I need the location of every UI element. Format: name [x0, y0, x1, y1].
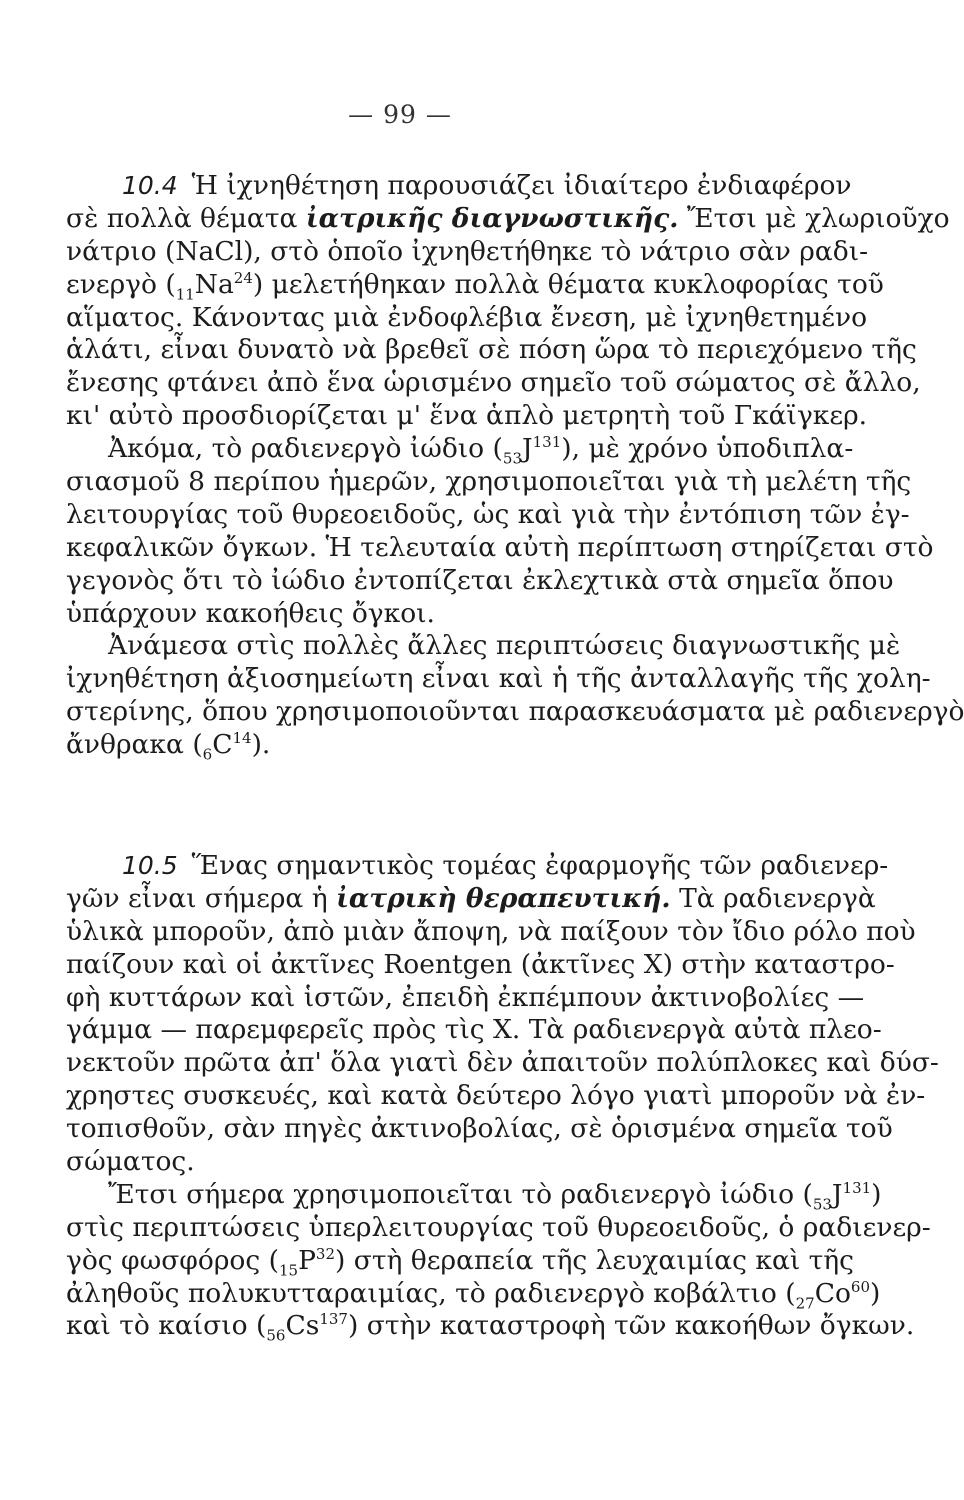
text-line: νάτριο (NaCl), στὸ ὁποῖο ἰχνηθετήθηκε τὸ νάτριο σὰν ραδι- [66, 235, 869, 267]
text-line: ενεργὸ $(_{11}Na^{24})$ μελετήθηκαν πολλὰ θέματα κυκλοφορίας τοῦ [66, 268, 884, 303]
text-line: Ἀνάμεσα στὶς πολλὲς ἄλλες περιπτώσεις διαγνωστικῆς μὲ [108, 630, 901, 662]
text-line: 10.4 Ἡ ἰχνηθέτηση παρουσιάζει ἰδιαίτερο ἐνδιαφέρον [122, 170, 852, 201]
text-line: Ἀκόμα, τὸ ραδιενεργὸ ἰώδιο $(_{53}J^{131})$, μὲ χρόνο ὑποδιπλα- [108, 433, 854, 468]
section-10-5 [66, 850, 939, 1345]
section-10-4 [66, 170, 964, 764]
text-line: στερίνης, ὅπου χρησιμοποιοῦνται παρασκευάσματα μὲ ραδιενεργὸ [66, 696, 964, 728]
text-line: ἰχνηθέτηση ἀξιοσημείωτη εἶναι καὶ ἡ τῆς ἀνταλλαγῆς τῆς χολη- [66, 663, 931, 695]
text-line: κι' αὐτὸ προσδιορίζεται μ' ἕνα ἁπλὸ μετρητὴ τοῦ Γκάϊγκερ. [66, 400, 868, 432]
text-line: σὲ πολλὰ θέματα ἰατρικῆς διαγνωστικῆς. Ἔτσι μὲ χλωριοῦχο [66, 202, 950, 234]
text-line: ἀληθοῦς πολυκυτταραιμίας, τὸ ραδιενεργὸ κοβάλτιο $(_{27}Co^{60})$ [66, 1277, 881, 1312]
text-line: σιασμοῦ 8 περίπου ἡμερῶν, χρησιμοποιεῖται γιὰ τὴ μελέτη τῆς [66, 466, 912, 498]
text-line: νεκτοῦν πρῶτα ἀπ' ὅλα γιατὶ δὲν ἀπαιτοῦν πολύπλοκες καὶ δύσ- [66, 1047, 939, 1079]
text-line: αἵματος. Κάνοντας μιὰ ἐνδοφλέβια ἔνεση, μὲ ἰχνηθετημένο [66, 301, 868, 333]
text-line: τοπισθοῦν, σὰν πηγὲς ἀκτινοβολίας, σὲ ὁρισμένα σημεῖα τοῦ [66, 1113, 893, 1145]
text-line: παίζουν καὶ οἱ ἀκτῖνες Roentgen (ἀκτῖνες X) στὴν καταστρο- [66, 948, 895, 980]
text-line: ὑπάρχουν κακοήθεις ὄγκοι. [66, 597, 435, 629]
text-line: γῶν εἶναι σήμερα ἡ ἰατρικὴ θεραπευτική. Τὰ ραδιενεργὰ [66, 882, 876, 914]
text-line: ὑλικὰ μποροῦν, ἀπὸ μιὰν ἄποψη, νὰ παίξουν τὸν ἴδιο ρόλο ποὺ [66, 915, 916, 947]
text-line: ἄνθρακα $(_6C^{14})$. [66, 729, 271, 764]
emphasized-term: ἰατρικὴ θεραπευτική. [336, 882, 671, 914]
text-line: ἔνεσης φτάνει ἀπὸ ἕνα ὡρισμένο σημεῖο τοῦ σώματος σὲ ἄλλο, [66, 367, 921, 399]
section-number: 10.4 [122, 171, 178, 200]
text-line: φὴ κυττάρων καὶ ἱστῶν, ἐπειδὴ ἐκπέμπουν ἀκτινοβολίες — [66, 981, 865, 1013]
text-line: καὶ τὸ καίσιο $(_{56}Cs^{137})$ στὴν καταστροφὴ τῶν κακοήθων ὄγκων. [66, 1310, 915, 1345]
text-line: γεγονὸς ὅτι τὸ ἰώδιο ἐντοπίζεται ἐκλεχτικὰ στὰ σημεῖα ὅπου [66, 564, 894, 596]
section-number: 10.5 [122, 851, 178, 880]
text-line: σώματος. [66, 1146, 195, 1178]
text-line: στὶς περιπτώσεις ὑπερλειτουργίας τοῦ θυρεοειδοῦς, ὁ ραδιενερ- [66, 1211, 931, 1243]
text-line: 10.5 Ἕνας σημαντικὸς τομέας ἐφαρμογῆς τῶν ραδιενερ- [122, 850, 889, 881]
text-line: χρηστες συσκευές, καὶ κατὰ δεύτερο λόγο γιατὶ μποροῦν νὰ ἐν- [66, 1080, 926, 1112]
text-line: Ἔτσι σήμερα χρησιμοποιεῖται τὸ ραδιενεργὸ ἰώδιο $(_{53}J^{131})$ [108, 1178, 882, 1214]
text-line: ἁλάτι, εἶναι δυνατὸ νὰ βρεθεῖ σὲ πόση ὥρα τὸ περιεχόμενο τῆς [66, 334, 917, 366]
text-line: γάμμα — παρεμφερεῖς πρὸς τὶς X. Τὰ ραδιενεργὰ αὐτὰ πλεο- [66, 1014, 882, 1046]
page-number: — 99 — [348, 100, 452, 129]
text-line: κεφαλικῶν ὄγκων. Ἡ τελευταία αὐτὴ περίπτωση στηρίζεται στὸ [66, 531, 934, 563]
emphasized-term: ἰατρικῆς διαγνωστικῆς. [305, 202, 679, 234]
text-line: λειτουργίας τοῦ θυρεοειδοῦς, ὡς καὶ γιὰ τὴν ἐντόπιση τῶν ἐγ- [66, 498, 910, 530]
text-line: γὸς φωσφόρος $(_{15}P^{32})$ στὴ θεραπεία τῆς λευχαιμίας καὶ τῆς [66, 1244, 855, 1279]
